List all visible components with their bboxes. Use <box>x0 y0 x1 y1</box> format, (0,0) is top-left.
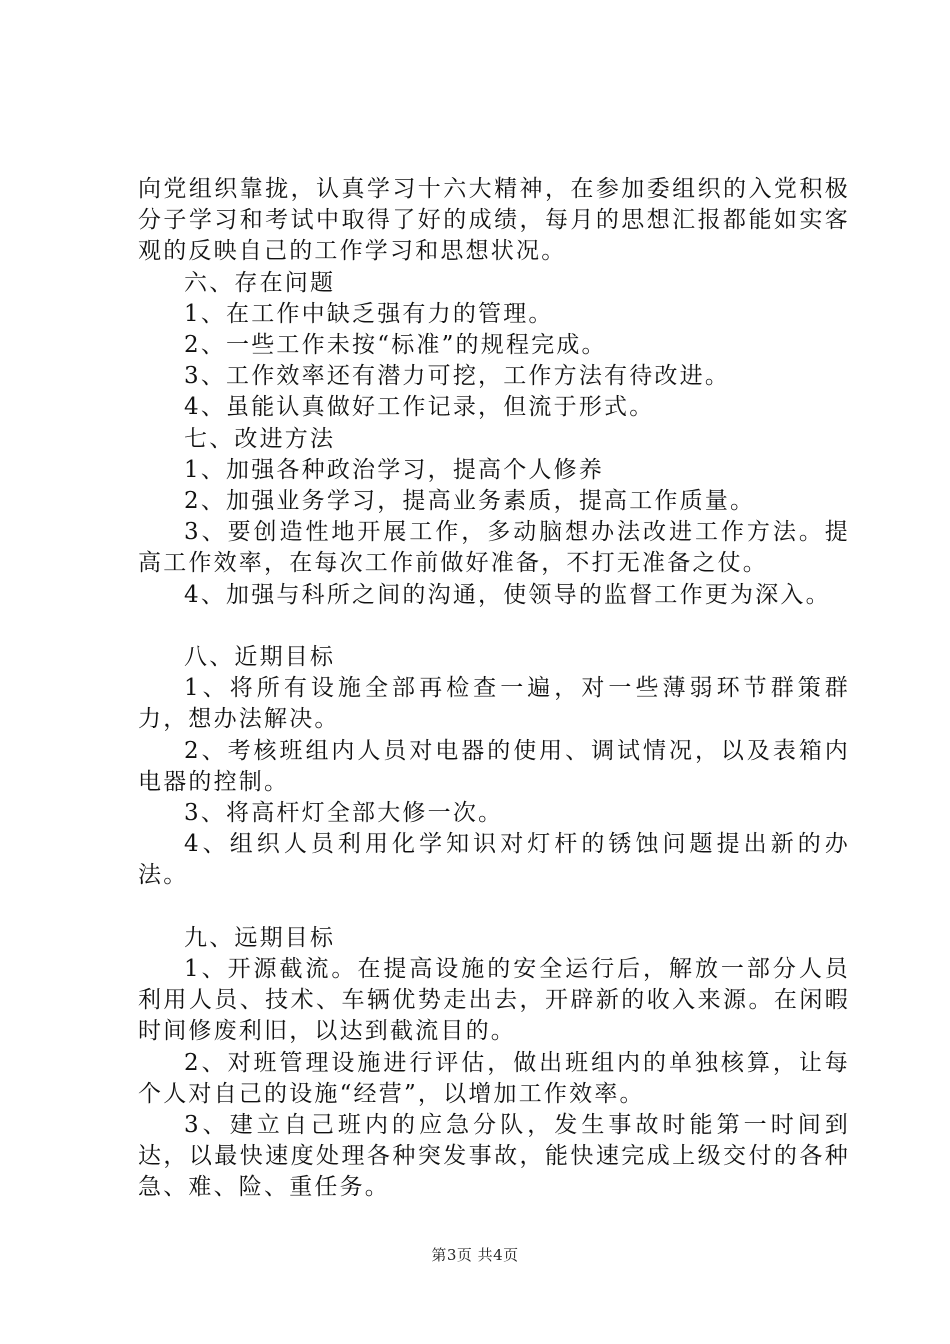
section-heading: 六、存在问题 <box>184 269 336 296</box>
list-item: 1、在工作中缺乏强有力的管理。 <box>184 300 554 327</box>
list-item: 4、加强与科所之间的沟通，使领导的监督工作更为深入。 <box>184 581 831 608</box>
list-item: 3、要创造性地开展工作，多动脑想办法改进工作方法。提高工作效率，在每次工作前做好准备，不打无准备之仗。 <box>138 519 850 577</box>
list-item: 2、加强业务学习，提高业务素质，提高工作质量。 <box>184 488 756 515</box>
document-body <box>138 174 850 1204</box>
list-item: 2、对班管理设施进行评估，做出班组内的单独核算，让每个人对自己的设施“经营”，以增加工作效率。 <box>138 1049 850 1107</box>
list-item: 4、虽能认真做好工作记录，但流于形式。 <box>184 394 655 421</box>
list-item: 4、组织人员利用化学知识对灯杆的锈蚀问题提出新的办法。 <box>138 831 850 889</box>
section-heading: 九、远期目标 <box>184 924 336 951</box>
list-item: 1、将所有设施全部再检查一遍，对一些薄弱环节群策群力，想办法解决。 <box>138 675 850 733</box>
list-item: 2、一些工作未按“标准”的规程完成。 <box>184 332 607 359</box>
list-item: 3、建立自己班内的应急分队，发生事故时能第一时间到达，以最快速度处理各种突发事故，能快速完成上级交付的各种急、难、险、重任务。 <box>138 1112 850 1201</box>
list-item: 3、将高杆灯全部大修一次。 <box>184 800 504 827</box>
page-footer: 第3页 共4页 <box>431 1246 519 1264</box>
list-item: 3、工作效率还有潜力可挖，工作方法有待改进。 <box>184 363 731 390</box>
section-heading: 八、近期目标 <box>184 644 336 671</box>
continued-paragraph: 向党组织靠拢，认真学习十六大精神，在参加委组织的入党积极分子学习和考试中取得了好的成绩，每月的思想汇报都能如实客观的反映自己的工作学习和思想状况。 <box>138 176 850 265</box>
list-item: 2、考核班组内人员对电器的使用、调试情况，以及表箱内电器的控制。 <box>138 737 850 795</box>
paragraph-gap <box>138 892 850 923</box>
section-heading: 七、改进方法 <box>184 425 336 452</box>
paragraph-gap <box>138 611 850 642</box>
list-item: 1、开源截流。在提高设施的安全运行后，解放一部分人员利用人员、技术、车辆优势走出去，开辟新的收入来源。在闲暇时间修废利旧，以达到截流目的。 <box>138 956 850 1045</box>
list-item: 1、加强各种政治学习，提高个人修养 <box>184 456 605 483</box>
